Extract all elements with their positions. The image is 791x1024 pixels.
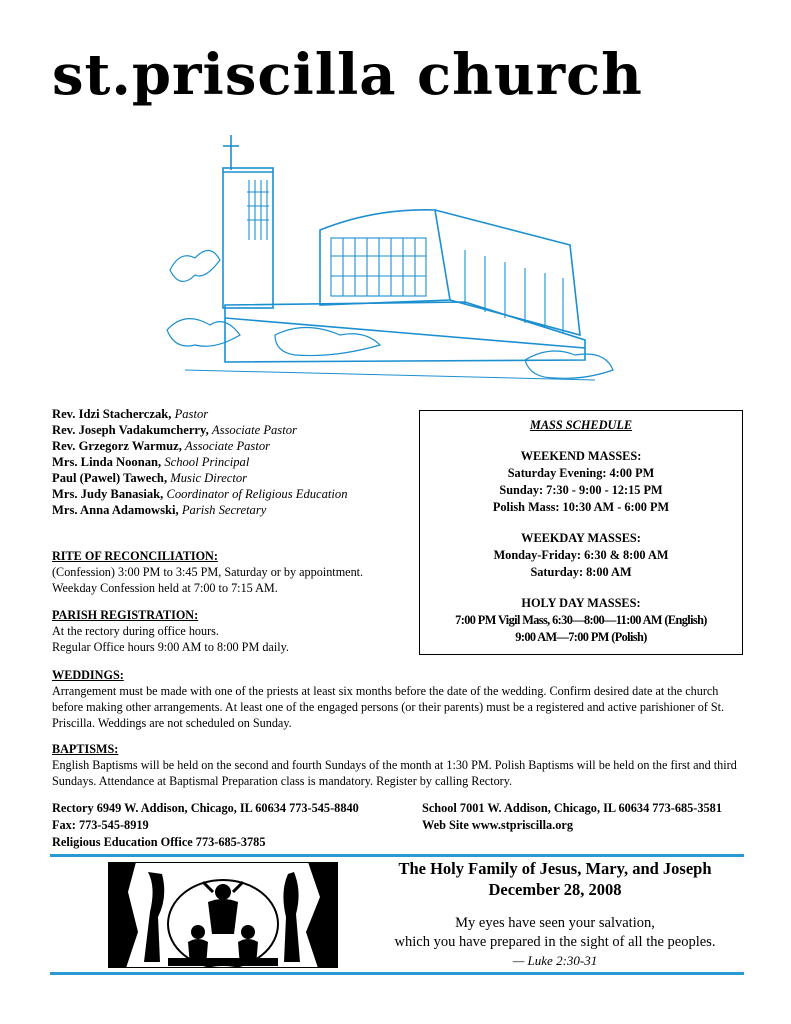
- holy-day-masses-heading: HOLY DAY MASSES:: [521, 596, 641, 610]
- baptisms-section: [52, 741, 742, 789]
- mass-time: 7:00 PM Vigil Mass, 6:30—8:00—11:00 AM (English): [455, 613, 707, 627]
- school-address: School 7001 W. Addison, Chicago, IL 60634 773-685-3581: [422, 801, 722, 815]
- staff-item: Mrs. Anna Adamowski, Parish Secretary: [52, 503, 267, 517]
- reconciliation-line: (Confession) 3:00 PM to 3:45 PM, Saturday or by appointment.: [52, 565, 364, 579]
- reconciliation-heading: RITE OF RECONCILIATION:: [52, 549, 218, 563]
- school-contact: [422, 800, 722, 834]
- feast-title: The Holy Family of Jesus, Mary, and Joseph: [398, 859, 712, 878]
- staff-list: [52, 406, 348, 518]
- registration-heading: PARISH REGISTRATION:: [52, 608, 199, 622]
- website[interactable]: Web Site www.stpriscilla.org: [422, 818, 573, 832]
- scripture-verse-line: My eyes have seen your salvation,: [455, 915, 655, 931]
- scripture-verse-line: which you have prepared in the sight of all the peoples.: [394, 934, 716, 950]
- religious-ed-office: Religious Education Office 773-685-3785: [52, 835, 266, 849]
- mass-schedule-title: MASS SCHEDULE: [529, 418, 633, 432]
- rectory-contact: [52, 800, 359, 851]
- feast-section: [360, 858, 750, 969]
- baptisms-text: English Baptisms will be held on the second and fourth Sundays of the month at 1:30 PM. Polish Baptisms will be held on the first and third Sundays. Attendance at Baptismal Preparation class is mandatory. Register by calling Rectory.: [52, 758, 737, 788]
- baptisms-heading: BAPTISMS:: [52, 742, 119, 756]
- weekend-masses-heading: WEEKEND MASSES:: [520, 449, 642, 463]
- holy-family-woodcut-icon: [108, 862, 338, 968]
- weddings-section: [52, 667, 742, 731]
- staff-item: Rev. Joseph Vadakumcherry, Associate Pastor: [52, 423, 297, 437]
- weddings-text: Arrangement must be made with one of the priests at least six months before the date of the wedding. Confirm desired date at the church before making other arrangements. At least one of the engaged persons (or their parents) must be a registered and active parishioner of St. Priscilla. Weddings are not scheduled on Sunday.: [52, 684, 725, 730]
- staff-item: Mrs. Linda Noonan, School Principal: [52, 455, 250, 469]
- registration-section: [52, 607, 289, 655]
- fax-number: Fax: 773-545-8919: [52, 818, 149, 832]
- bottom-divider: [50, 972, 744, 975]
- church-illustration: [165, 130, 615, 390]
- reconciliation-section: [52, 548, 363, 596]
- weekday-masses-heading: WEEKDAY MASSES:: [521, 531, 641, 545]
- weddings-heading: WEDDINGS:: [52, 668, 124, 682]
- mass-time: Sunday: 7:30 - 9:00 - 12:15 PM: [499, 483, 663, 497]
- rectory-address: Rectory 6949 W. Addison, Chicago, IL 60634 773-545-8840: [52, 801, 359, 815]
- reconciliation-line: Weekday Confession held at 7:00 to 7:15 AM.: [52, 581, 278, 595]
- top-divider: [50, 854, 744, 857]
- staff-item: Mrs. Judy Banasiak, Coordinator of Religious Education: [52, 487, 348, 501]
- staff-item: Rev. Idzi Stacherczak, Pastor: [52, 407, 209, 421]
- mass-time: Monday-Friday: 6:30 & 8:00 AM: [493, 548, 669, 562]
- page-title: st.priscilla church: [52, 42, 643, 108]
- scripture-reference: — Luke 2:30-31: [512, 953, 598, 968]
- staff-item: Paul (Pawel) Tawech, Music Director: [52, 471, 248, 485]
- feast-date: December 28, 2008: [488, 880, 622, 899]
- mass-time: 9:00 AM—7:00 PM (Polish): [515, 630, 647, 644]
- registration-line: At the rectory during office hours.: [52, 624, 219, 638]
- mass-schedule-box: [419, 410, 743, 655]
- registration-line: Regular Office hours 9:00 AM to 8:00 PM daily.: [52, 640, 289, 654]
- mass-time: Saturday Evening: 4:00 PM: [507, 466, 655, 480]
- staff-item: Rev. Grzegorz Warmuz, Associate Pastor: [52, 439, 271, 453]
- mass-time: Saturday: 8:00 AM: [530, 565, 632, 579]
- mass-time: Polish Mass: 10:30 AM - 6:00 PM: [492, 500, 670, 514]
